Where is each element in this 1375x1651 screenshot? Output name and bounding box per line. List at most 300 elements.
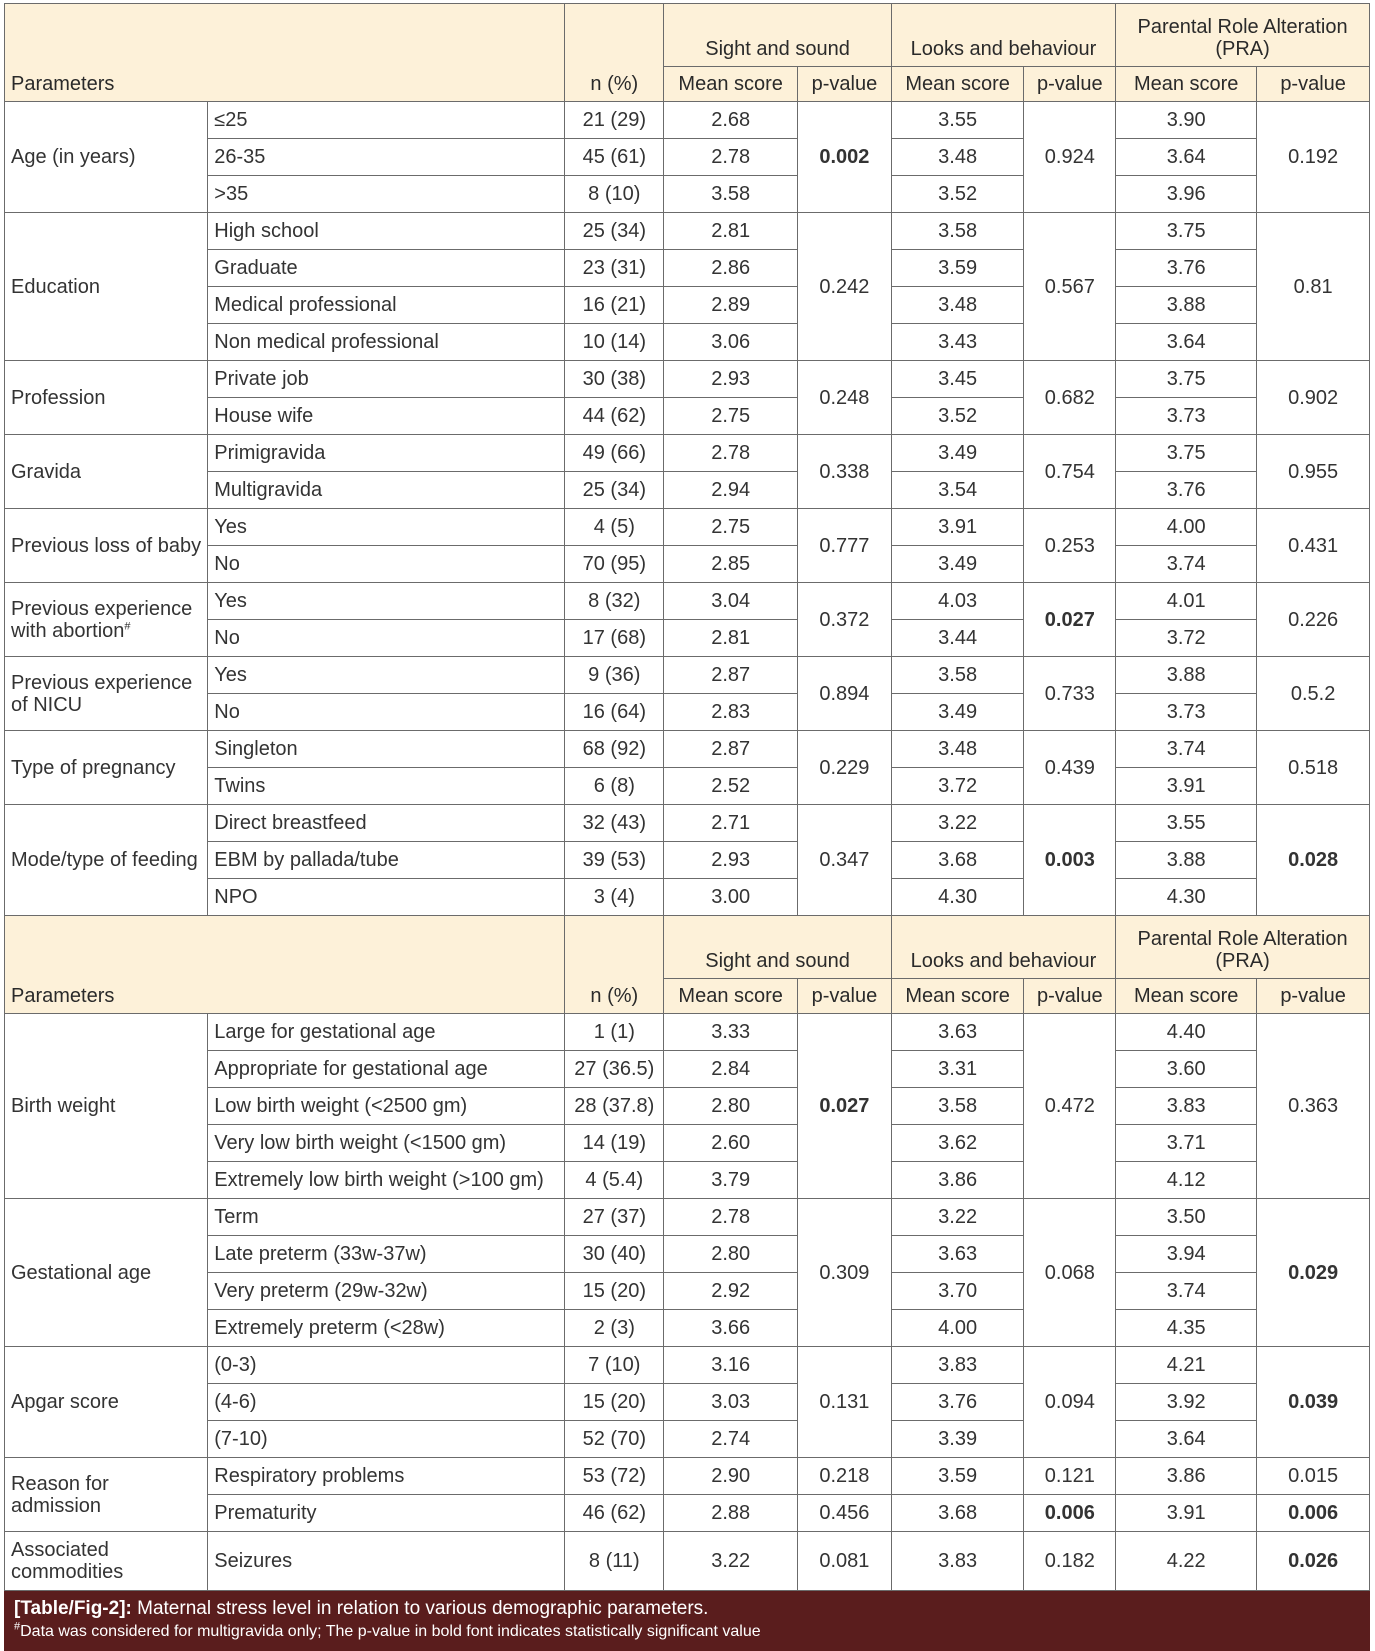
p-value: 0.81 bbox=[1257, 213, 1370, 361]
mean-score: 3.48 bbox=[891, 287, 1024, 324]
p-value: 0.248 bbox=[798, 361, 892, 435]
sub-category: (7-10) bbox=[208, 1421, 565, 1458]
n-percent: 30 (40) bbox=[565, 1236, 664, 1273]
table-row bbox=[5, 398, 1370, 435]
mean-score: 3.86 bbox=[891, 1162, 1024, 1199]
p-value: 0.242 bbox=[798, 213, 892, 361]
mean-score: 3.58 bbox=[664, 176, 798, 213]
n-percent: 52 (70) bbox=[565, 1421, 664, 1458]
mean-score: 3.72 bbox=[1116, 620, 1257, 657]
mean-score: 3.31 bbox=[891, 1051, 1024, 1088]
p-value: 0.229 bbox=[798, 731, 892, 805]
parameter-label-text: Previous experience of NICU bbox=[11, 671, 193, 716]
mean-score: 3.83 bbox=[1116, 1088, 1257, 1125]
mean-score: 3.52 bbox=[891, 176, 1024, 213]
p-value: 0.955 bbox=[1257, 435, 1370, 509]
mean-score: 3.43 bbox=[891, 324, 1024, 361]
note-text: Data was considered for multigravida only; The p-value in bold font indicates statistically significant value bbox=[20, 1623, 761, 1640]
mean-score: 3.22 bbox=[664, 1532, 798, 1591]
sub-category: Non medical professional bbox=[208, 324, 565, 361]
n-percent: 16 (21) bbox=[565, 287, 664, 324]
n-percent: 30 (38) bbox=[565, 361, 664, 398]
group-header-2: Looks and behaviour bbox=[891, 4, 1115, 67]
parameter-label bbox=[5, 805, 208, 916]
table-row bbox=[5, 509, 1370, 546]
mean-score: 3.49 bbox=[891, 546, 1024, 583]
p-value-header: p-value bbox=[1024, 979, 1116, 1014]
mean-score: 3.64 bbox=[1116, 139, 1257, 176]
mean-score-header: Mean score bbox=[1116, 979, 1257, 1014]
sub-category: Low birth weight (<2500 gm) bbox=[208, 1088, 565, 1125]
parameter-label bbox=[5, 1532, 208, 1591]
mean-score: 2.85 bbox=[664, 546, 798, 583]
mean-score: 2.87 bbox=[664, 731, 798, 768]
mean-score: 2.93 bbox=[664, 361, 798, 398]
mean-score: 3.60 bbox=[1116, 1051, 1257, 1088]
p-value: 0.029 bbox=[1257, 1199, 1370, 1347]
n-percent: 4 (5) bbox=[565, 509, 664, 546]
group-header-1: Sight and sound bbox=[664, 4, 891, 67]
p-value: 0.682 bbox=[1024, 361, 1116, 435]
p-value: 0.924 bbox=[1024, 102, 1116, 213]
mean-score: 3.88 bbox=[1116, 842, 1257, 879]
parameter-label bbox=[5, 213, 208, 361]
mean-score: 3.76 bbox=[1116, 472, 1257, 509]
mean-score: 3.83 bbox=[891, 1532, 1024, 1591]
parameter-label bbox=[5, 1014, 208, 1199]
mean-score: 4.00 bbox=[891, 1310, 1024, 1347]
sub-category: Direct breastfeed bbox=[208, 805, 565, 842]
caption-text: Maternal stress level in relation to various demographic parameters. bbox=[131, 1598, 709, 1619]
mean-score: 3.58 bbox=[891, 657, 1024, 694]
table-row bbox=[5, 583, 1370, 620]
parameters-header: Parameters bbox=[5, 4, 565, 102]
table-row bbox=[5, 1347, 1370, 1384]
mean-score: 2.92 bbox=[664, 1273, 798, 1310]
table-row bbox=[5, 472, 1370, 509]
mean-score: 3.73 bbox=[1116, 398, 1257, 435]
mean-score: 3.74 bbox=[1116, 731, 1257, 768]
sub-category: NPO bbox=[208, 879, 565, 916]
mean-score: 3.74 bbox=[1116, 1273, 1257, 1310]
table-row bbox=[5, 1421, 1370, 1458]
n-percent: 7 (10) bbox=[565, 1347, 664, 1384]
n-percent: 15 (20) bbox=[565, 1384, 664, 1421]
table-row bbox=[5, 1162, 1370, 1199]
mean-score: 3.79 bbox=[664, 1162, 798, 1199]
sub-category: No bbox=[208, 546, 565, 583]
sub-category: Extremely preterm (<28w) bbox=[208, 1310, 565, 1347]
table-row bbox=[5, 1199, 1370, 1236]
n-percent: 27 (37) bbox=[565, 1199, 664, 1236]
table-row bbox=[5, 287, 1370, 324]
sub-category: Medical professional bbox=[208, 287, 565, 324]
sub-category: Singleton bbox=[208, 731, 565, 768]
table-row bbox=[5, 1532, 1370, 1591]
figure-caption bbox=[4, 1591, 1370, 1651]
sub-category: Large for gestational age bbox=[208, 1014, 565, 1051]
mean-score: 4.12 bbox=[1116, 1162, 1257, 1199]
table-row bbox=[5, 620, 1370, 657]
mean-score: 3.70 bbox=[891, 1273, 1024, 1310]
n-percent: 45 (61) bbox=[565, 139, 664, 176]
mean-score: 3.33 bbox=[664, 1014, 798, 1051]
mean-score: 3.48 bbox=[891, 731, 1024, 768]
sub-category: Primigravida bbox=[208, 435, 565, 472]
p-value: 0.777 bbox=[798, 509, 892, 583]
mean-score: 3.88 bbox=[1116, 287, 1257, 324]
mean-score: 3.55 bbox=[1116, 805, 1257, 842]
p-value: 0.439 bbox=[1024, 731, 1116, 805]
parameter-label-text: Birth weight bbox=[11, 1095, 116, 1117]
table-row bbox=[5, 1125, 1370, 1162]
mean-score: 2.74 bbox=[664, 1421, 798, 1458]
p-value: 0.456 bbox=[798, 1495, 892, 1532]
group-header-1: Sight and sound bbox=[664, 916, 891, 979]
p-value: 0.039 bbox=[1257, 1347, 1370, 1458]
p-value: 0.472 bbox=[1024, 1014, 1116, 1199]
table-row bbox=[5, 1384, 1370, 1421]
mean-score: 4.22 bbox=[1116, 1532, 1257, 1591]
table-row bbox=[5, 1310, 1370, 1347]
n-percent: 9 (36) bbox=[565, 657, 664, 694]
n-percent: 3 (4) bbox=[565, 879, 664, 916]
p-value-header: p-value bbox=[1257, 67, 1370, 102]
mean-score: 3.76 bbox=[1116, 250, 1257, 287]
mean-score: 3.48 bbox=[891, 139, 1024, 176]
n-percent: 53 (72) bbox=[565, 1458, 664, 1495]
p-value: 0.338 bbox=[798, 435, 892, 509]
mean-score: 2.88 bbox=[664, 1495, 798, 1532]
sub-category: Seizures bbox=[208, 1532, 565, 1591]
p-value: 0.347 bbox=[798, 805, 892, 916]
sub-category: Extremely low birth weight (>100 gm) bbox=[208, 1162, 565, 1199]
n-percent: 46 (62) bbox=[565, 1495, 664, 1532]
mean-score: 3.59 bbox=[891, 1458, 1024, 1495]
table-row bbox=[5, 1051, 1370, 1088]
table-row bbox=[5, 657, 1370, 694]
n-percent: 28 (37.8) bbox=[565, 1088, 664, 1125]
mean-score: 2.86 bbox=[664, 250, 798, 287]
p-value: 0.309 bbox=[798, 1199, 892, 1347]
caption-note bbox=[14, 1621, 1360, 1643]
mean-score: 3.76 bbox=[891, 1384, 1024, 1421]
mean-score: 2.81 bbox=[664, 213, 798, 250]
p-value: 0.068 bbox=[1024, 1199, 1116, 1347]
caption-label: [Table/Fig-2]: bbox=[14, 1598, 132, 1619]
stress-table bbox=[4, 3, 1370, 1591]
mean-score: 3.39 bbox=[891, 1421, 1024, 1458]
p-value: 0.182 bbox=[1024, 1532, 1116, 1591]
sub-category: ≤25 bbox=[208, 102, 565, 139]
mean-score: 3.58 bbox=[891, 213, 1024, 250]
mean-score: 3.06 bbox=[664, 324, 798, 361]
mean-score: 4.30 bbox=[1116, 879, 1257, 916]
sub-category: Very preterm (29w-32w) bbox=[208, 1273, 565, 1310]
sub-category: Yes bbox=[208, 657, 565, 694]
sub-category: Very low birth weight (<1500 gm) bbox=[208, 1125, 565, 1162]
parameter-label bbox=[5, 435, 208, 509]
mean-score: 3.75 bbox=[1116, 435, 1257, 472]
table-row bbox=[5, 361, 1370, 398]
sub-category: Twins bbox=[208, 768, 565, 805]
mean-score: 2.84 bbox=[664, 1051, 798, 1088]
mean-score: 2.78 bbox=[664, 1199, 798, 1236]
mean-score: 3.22 bbox=[891, 1199, 1024, 1236]
p-value-header: p-value bbox=[798, 979, 892, 1014]
sub-category: No bbox=[208, 620, 565, 657]
mean-score: 3.75 bbox=[1116, 213, 1257, 250]
mean-score: 3.92 bbox=[1116, 1384, 1257, 1421]
mean-score: 2.90 bbox=[664, 1458, 798, 1495]
p-value: 0.218 bbox=[798, 1458, 892, 1495]
mean-score: 2.75 bbox=[664, 509, 798, 546]
parameter-label-text: Previous loss of baby bbox=[11, 534, 202, 557]
mean-score: 3.63 bbox=[891, 1014, 1024, 1051]
p-value-header: p-value bbox=[1024, 67, 1116, 102]
parameter-label-text: Type of pregnancy bbox=[11, 756, 176, 779]
n-percent: 39 (53) bbox=[565, 842, 664, 879]
parameter-label bbox=[5, 1347, 208, 1458]
parameters-header: Parameters bbox=[5, 916, 565, 1014]
mean-score: 2.75 bbox=[664, 398, 798, 435]
p-value: 0.003 bbox=[1024, 805, 1116, 916]
table-row bbox=[5, 213, 1370, 250]
parameter-label-text: Gestational age bbox=[11, 1261, 152, 1284]
p-value: 0.372 bbox=[798, 583, 892, 657]
mean-score: 3.91 bbox=[1116, 768, 1257, 805]
table-row bbox=[5, 842, 1370, 879]
header-row-groups bbox=[5, 916, 1370, 979]
n-percent: 25 (34) bbox=[565, 213, 664, 250]
sub-category: EBM by pallada/tube bbox=[208, 842, 565, 879]
p-value: 0.015 bbox=[1257, 1458, 1370, 1495]
mean-score: 4.30 bbox=[891, 879, 1024, 916]
sub-category: Graduate bbox=[208, 250, 565, 287]
n-percent: 27 (36.5) bbox=[565, 1051, 664, 1088]
mean-score: 3.62 bbox=[891, 1125, 1024, 1162]
parameter-label-text: Previous experience with abortion bbox=[11, 597, 193, 642]
mean-score: 2.89 bbox=[664, 287, 798, 324]
mean-score-header: Mean score bbox=[1116, 67, 1257, 102]
n-percent: 21 (29) bbox=[565, 102, 664, 139]
sub-category: Prematurity bbox=[208, 1495, 565, 1532]
parameter-label-text: Gravida bbox=[11, 460, 82, 483]
sub-category: Appropriate for gestational age bbox=[208, 1051, 565, 1088]
group-header-2: Looks and behaviour bbox=[891, 916, 1115, 979]
n-percent: 25 (34) bbox=[565, 472, 664, 509]
table-row bbox=[5, 1495, 1370, 1532]
group-header-3: Parental Role Alteration (PRA) bbox=[1116, 916, 1370, 979]
mean-score: 3.88 bbox=[1116, 657, 1257, 694]
mean-score-header: Mean score bbox=[891, 67, 1024, 102]
table-row bbox=[5, 1458, 1370, 1495]
sub-category: Term bbox=[208, 1199, 565, 1236]
mean-score: 3.49 bbox=[891, 694, 1024, 731]
sub-category: Yes bbox=[208, 583, 565, 620]
n-percent: 8 (10) bbox=[565, 176, 664, 213]
mean-score: 3.59 bbox=[891, 250, 1024, 287]
p-value: 0.733 bbox=[1024, 657, 1116, 731]
mean-score: 2.87 bbox=[664, 657, 798, 694]
table-row bbox=[5, 879, 1370, 916]
parameter-label bbox=[5, 583, 208, 657]
p-value: 0.431 bbox=[1257, 509, 1370, 583]
mean-score: 3.49 bbox=[891, 435, 1024, 472]
mean-score: 3.94 bbox=[1116, 1236, 1257, 1273]
n-percent: 16 (64) bbox=[565, 694, 664, 731]
n-percent: 14 (19) bbox=[565, 1125, 664, 1162]
mean-score: 2.94 bbox=[664, 472, 798, 509]
parameter-label bbox=[5, 102, 208, 213]
mean-score: 2.71 bbox=[664, 805, 798, 842]
parameter-label-text: Education bbox=[11, 275, 100, 298]
p-value: 0.027 bbox=[1024, 583, 1116, 657]
parameter-label-text: Mode/type of feeding bbox=[11, 849, 198, 871]
table-row bbox=[5, 694, 1370, 731]
p-value: 0.518 bbox=[1257, 731, 1370, 805]
group-header-3: Parental Role Alteration (PRA) bbox=[1116, 4, 1370, 67]
n-percent: 1 (1) bbox=[565, 1014, 664, 1051]
mean-score: 2.83 bbox=[664, 694, 798, 731]
mean-score: 3.91 bbox=[1116, 1495, 1257, 1532]
mean-score: 2.68 bbox=[664, 102, 798, 139]
mean-score: 3.68 bbox=[891, 842, 1024, 879]
p-value: 0.192 bbox=[1257, 102, 1370, 213]
mean-score: 3.00 bbox=[664, 879, 798, 916]
mean-score: 3.64 bbox=[1116, 324, 1257, 361]
n-percent: 8 (32) bbox=[565, 583, 664, 620]
mean-score: 3.54 bbox=[891, 472, 1024, 509]
mean-score: 3.74 bbox=[1116, 546, 1257, 583]
p-value: 0.121 bbox=[1024, 1458, 1116, 1495]
mean-score: 2.52 bbox=[664, 768, 798, 805]
parameter-label bbox=[5, 731, 208, 805]
n-percent: 23 (31) bbox=[565, 250, 664, 287]
mean-score: 2.80 bbox=[664, 1236, 798, 1273]
table-row bbox=[5, 435, 1370, 472]
p-value-header: p-value bbox=[798, 67, 892, 102]
n-percent: 10 (14) bbox=[565, 324, 664, 361]
parameter-label-text: Profession bbox=[11, 386, 106, 409]
mean-score: 3.66 bbox=[664, 1310, 798, 1347]
sub-category: (4-6) bbox=[208, 1384, 565, 1421]
parameter-label bbox=[5, 361, 208, 435]
parameter-label bbox=[5, 657, 208, 731]
mean-score: 3.22 bbox=[891, 805, 1024, 842]
sub-category: No bbox=[208, 694, 565, 731]
note-marker: # bbox=[14, 1620, 21, 1633]
mean-score: 3.73 bbox=[1116, 694, 1257, 731]
parameter-label-text: Associated commodities bbox=[11, 1539, 124, 1583]
sub-category: High school bbox=[208, 213, 565, 250]
table-row bbox=[5, 768, 1370, 805]
mean-score: 3.86 bbox=[1116, 1458, 1257, 1495]
sub-category: (0-3) bbox=[208, 1347, 565, 1384]
mean-score: 3.71 bbox=[1116, 1125, 1257, 1162]
mean-score: 3.58 bbox=[891, 1088, 1024, 1125]
p-value: 0.902 bbox=[1257, 361, 1370, 435]
footnote-marker: # bbox=[124, 619, 131, 632]
table-row bbox=[5, 1273, 1370, 1310]
table-row bbox=[5, 1014, 1370, 1051]
mean-score: 3.64 bbox=[1116, 1421, 1257, 1458]
mean-score: 2.78 bbox=[664, 435, 798, 472]
mean-score: 3.83 bbox=[891, 1347, 1024, 1384]
table-figure bbox=[4, 3, 1370, 1651]
mean-score: 3.45 bbox=[891, 361, 1024, 398]
p-value: 0.363 bbox=[1257, 1014, 1370, 1199]
sub-category: Respiratory problems bbox=[208, 1458, 565, 1495]
mean-score: 2.78 bbox=[664, 139, 798, 176]
p-value: 0.253 bbox=[1024, 509, 1116, 583]
mean-score: 4.03 bbox=[891, 583, 1024, 620]
parameter-label-text: Age (in years) bbox=[11, 146, 136, 168]
n-percent: 15 (20) bbox=[565, 1273, 664, 1310]
parameter-label bbox=[5, 1458, 208, 1532]
mean-score: 2.81 bbox=[664, 620, 798, 657]
table-row bbox=[5, 546, 1370, 583]
parameter-label-text: Reason for admission bbox=[11, 1472, 109, 1517]
mean-score: 3.16 bbox=[664, 1347, 798, 1384]
p-value: 0.131 bbox=[798, 1347, 892, 1458]
mean-score: 3.03 bbox=[664, 1384, 798, 1421]
p-value: 0.094 bbox=[1024, 1347, 1116, 1458]
n-percent: 44 (62) bbox=[565, 398, 664, 435]
mean-score: 4.01 bbox=[1116, 583, 1257, 620]
mean-score-header: Mean score bbox=[664, 67, 798, 102]
n-percent: 32 (43) bbox=[565, 805, 664, 842]
n-percent: 70 (95) bbox=[565, 546, 664, 583]
sub-category: Private job bbox=[208, 361, 565, 398]
caption-line bbox=[14, 1597, 1360, 1621]
p-value: 0.081 bbox=[798, 1532, 892, 1591]
mean-score: 3.91 bbox=[891, 509, 1024, 546]
sub-category: House wife bbox=[208, 398, 565, 435]
table-row bbox=[5, 731, 1370, 768]
mean-score-header: Mean score bbox=[891, 979, 1024, 1014]
mean-score: 3.55 bbox=[891, 102, 1024, 139]
mean-score: 4.40 bbox=[1116, 1014, 1257, 1051]
parameter-label-text: Apgar score bbox=[11, 1391, 119, 1413]
p-value: 0.026 bbox=[1257, 1532, 1370, 1591]
mean-score: 3.72 bbox=[891, 768, 1024, 805]
parameter-label bbox=[5, 509, 208, 583]
sub-category: 26-35 bbox=[208, 139, 565, 176]
p-value: 0.006 bbox=[1024, 1495, 1116, 1532]
n-percent: 49 (66) bbox=[565, 435, 664, 472]
table-row bbox=[5, 324, 1370, 361]
sub-category: Late preterm (33w-37w) bbox=[208, 1236, 565, 1273]
table-row bbox=[5, 176, 1370, 213]
mean-score: 3.44 bbox=[891, 620, 1024, 657]
parameter-label bbox=[5, 1199, 208, 1347]
table-row bbox=[5, 139, 1370, 176]
mean-score: 4.00 bbox=[1116, 509, 1257, 546]
p-value: 0.5.2 bbox=[1257, 657, 1370, 731]
n-percent: 68 (92) bbox=[565, 731, 664, 768]
n-header: n (%) bbox=[565, 4, 664, 102]
table-row bbox=[5, 1088, 1370, 1125]
n-percent: 8 (11) bbox=[565, 1532, 664, 1591]
mean-score: 3.68 bbox=[891, 1495, 1024, 1532]
table-row bbox=[5, 805, 1370, 842]
mean-score: 3.63 bbox=[891, 1236, 1024, 1273]
p-value: 0.894 bbox=[798, 657, 892, 731]
mean-score: 2.93 bbox=[664, 842, 798, 879]
sub-category: >35 bbox=[208, 176, 565, 213]
p-value: 0.002 bbox=[798, 102, 892, 213]
